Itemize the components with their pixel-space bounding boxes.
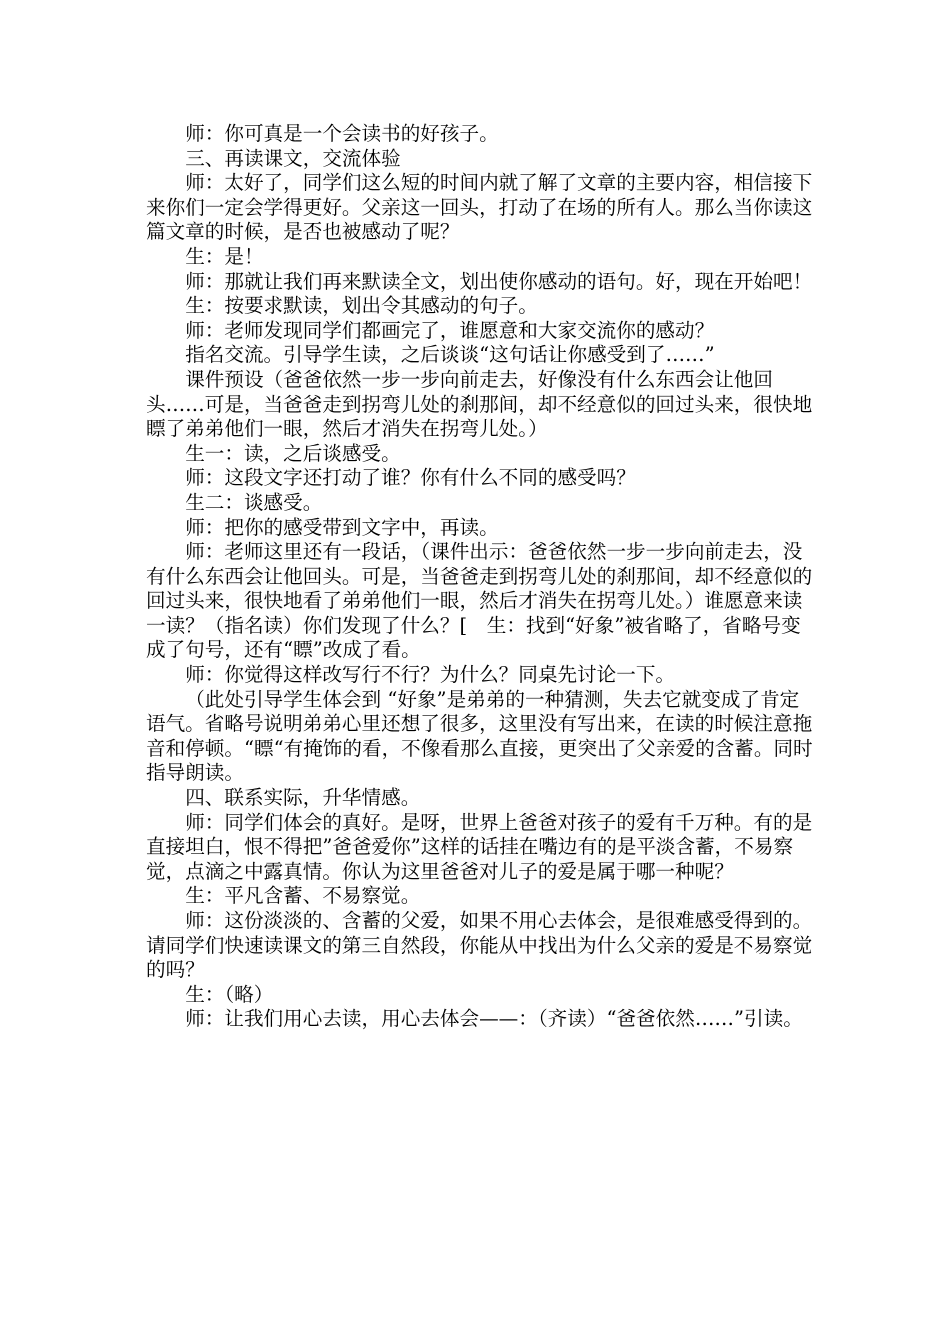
paragraph: 指名交流。引导学生读，之后谈谈“这句话让你感受到了……” xyxy=(185,343,715,367)
paragraph: 师：这份淡淡的、含蓄的父爱，如果不用心去体会，是很难感受得到的。请同学们快速读课文的第三自然段，你能从中找出为什么父亲的爱是不易察觉的吗？ xyxy=(146,909,813,982)
paragraph: 师：让我们用心去读，用心去体会——：（齐读）“爸爸依然……”引读。 xyxy=(185,1007,803,1031)
paragraph: 师：这段文字还打动了谁？你有什么不同的感受吗？ xyxy=(185,466,636,490)
paragraph: 课件预设（爸爸依然一步一步向前走去，好像没有什么东西会让他回头……可是，当爸爸走到拐弯儿处的刹那间，却不经意似的回过头来，很快地瞟了弟弟他们一眼，然后才消失在拐弯儿处。） xyxy=(146,367,813,441)
paragraph: 师：你可真是一个会读书的好孩子。 xyxy=(185,122,499,145)
section-heading: 三、再读课文，交流体验 xyxy=(185,146,401,170)
paragraph: 师：把你的感受带到文字中，再读。 xyxy=(185,515,499,539)
paragraph: 师：那就让我们再来默读全文，划出使你感动的语句。好，现在开始吧！ xyxy=(185,269,813,293)
paragraph: 生：按要求默读，划出令其感动的句子。 xyxy=(185,294,538,318)
paragraph: 生：是！ xyxy=(185,244,264,268)
document-body xyxy=(146,122,816,1032)
paragraph: 师：同学们体会的真好。是呀，世界上爸爸对孩子的爱有千万种。有的是直接坦白，恨不得把”爸爸爱你”这样的话挂在嘴边有的是平淡含蓄，不易察觉，点滴之中露真情。你认为这里爸爸对儿子的爱是属于哪一种呢？ xyxy=(146,810,813,883)
paragraph: 师：老师这里还有一段话，（课件出示：爸爸依然一步一步向前走去，没有什么东西会让他回头。可是，当爸爸走到拐弯儿处的刹那间，却不经意似的回过头来，很快地看了弟弟他们一眼，然后才消失在拐弯儿处。）谁愿意来读一读？（指名读）你们发现了什么？[ 生：找到“好象”被省略了，省略号变成了句号，还有“瞟”改成了看。 xyxy=(146,540,813,662)
paragraph: 生：（略） xyxy=(185,982,274,1006)
paragraph: 生：平凡含蓄、不易察觉。 xyxy=(185,884,421,908)
paragraph: 师：太好了，同学们这么短的时间内就了解了文章的主要内容，相信接下来你们一定会学得更好。父亲这一回头，打动了在场的所有人。那么当你读这篇文章的时候，是否也被感动了呢？ xyxy=(146,171,813,244)
section-heading: 四、联系实际，升华情感。 xyxy=(185,786,421,810)
paragraph: 师：你觉得这样改写行不行？为什么？同桌先讨论一下。 xyxy=(185,663,676,687)
paragraph: 师：老师发现同学们都画完了，谁愿意和大家交流你的感动？ xyxy=(185,318,715,342)
paragraph: （此处引导学生体会到 “好象”是弟弟的一种猜测，失去它就变成了肯定语气。省略号说明弟弟心里还想了很多，这里没有写出来，在读的时候注意拖音和停顿。“瞟“有掩饰的看，不像看那么直接，更突出了父亲爱的含蓄。同时指导朗读。 xyxy=(146,687,813,785)
paragraph: 生一：读，之后谈感受。 xyxy=(185,441,401,465)
paragraph: 生二：谈感受。 xyxy=(185,490,323,514)
